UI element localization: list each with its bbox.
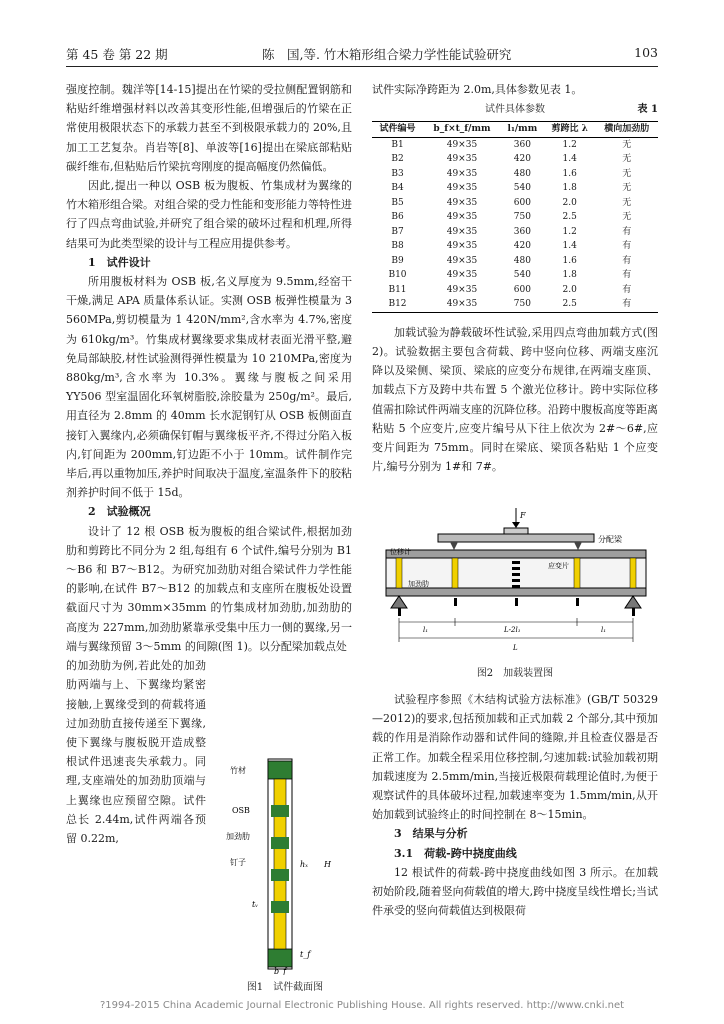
table-cell: 有 (622, 299, 632, 310)
table-cell: 420 (513, 154, 531, 165)
left-column (66, 80, 352, 848)
paragraph: 12 根试件的荷载-跨中挠度曲线如图 3 所示。在加载初始阶段,随着竖向荷载值的增大,跨中挠度呈线性增长;当试件承受的竖向荷载值达到极限荷 (372, 865, 658, 918)
table-cell: 360 (513, 139, 531, 150)
table-cell: 2.5 (562, 212, 577, 223)
table-cell: 有 (622, 241, 632, 252)
load-point-left (450, 542, 458, 550)
table-cell: 有 (622, 226, 632, 237)
journal-issue: 第 45 卷 第 22 期 (66, 47, 168, 62)
table-cell: 1.2 (562, 226, 577, 237)
table-cell: 2.0 (562, 284, 577, 295)
table-row (372, 181, 658, 196)
table-row (372, 239, 658, 254)
paragraph: 因此,提出一种以 OSB 板为腹板、竹集成材为翼缘的竹木箱形组合梁。对组合梁的受力性能和变形能力等特性进行了四点弯曲试验,并研究了组合梁的破坏过程和机理,所得结果可为此类型梁的设计与工程应用提供参考。 (66, 179, 352, 250)
dim-L: L (513, 644, 518, 652)
table-cell: 无 (622, 139, 632, 150)
table-cell: B11 (388, 284, 407, 295)
table-cell: 360 (513, 226, 531, 237)
table-cell: 有 (622, 270, 632, 281)
figure-2-loading-setup (378, 508, 654, 656)
paragraph: 强度控制。魏洋等[14-15]提出在竹梁的受拉侧配置钢筋和粘贴纤维增强材料以改善其变形性能,但增强后的竹梁在正常使用极限状态下的承载力甚至不到极限承载力的 20%,且加工工艺复杂。肖岩等[8]、单波等[16]提出在梁底部粘贴碳纤维布,但粘贴后竹梁抗弯刚度的提高幅度仍然偏低。 (66, 83, 352, 173)
label-stiffener: 加劲肋 (226, 832, 250, 841)
table-cell: B3 (391, 168, 404, 179)
table-header-cell: 剪跨比 λ (551, 124, 588, 135)
label-osb: OSB (232, 806, 250, 815)
table-header-cell: 横向加劲肋 (604, 124, 650, 135)
dim-l1-left: l₁ (423, 626, 429, 634)
paragraph: 所用腹板材料为 OSB 板,名义厚度为 9.5mm,经窑干干燥,满足 APA 质量体系认证。实测 OSB 板弹性模量为 3 560MPa,剪切模量为 1 420N/mm²,含水率为 4.7%,密度为 610kg/m³。竹集成材翼缘要求集成材表面光滑平整,避免局部缺胶,材性试验测得弹性模量为 10 210MPa,密度为 880kg/m³,含水率为 10.3%。翼缘与腹板之间采用 YY506 型室温固化环氧树脂胶,涂胶量为 250g/m²。最后,用直径为 2.8mm 的 40mm 长水泥钢钉从 OSB 板侧面直接钉入翼缘内,必须确保钉帽与翼缘板平齐,不得过分陷入板内,钉间距为 200mm,钉边距不小于 10mm。试件制作完毕后,再以重物加压,养护时间取决于温度,室温条件下的胶粘剂养护时间不低于 15d。 (66, 275, 352, 500)
table-cell: B10 (388, 270, 407, 281)
table-header-cell: 试件编号 (379, 124, 416, 135)
table-row (372, 137, 658, 152)
stiffener (630, 558, 636, 588)
table-cell: 1.2 (562, 139, 577, 150)
label-F: F (520, 511, 526, 520)
stiffener (574, 558, 580, 588)
table-cell: 750 (513, 212, 531, 223)
table-cell: 1.4 (562, 241, 577, 252)
stiffener (452, 558, 458, 588)
table-row (372, 210, 658, 225)
actuator-plate (504, 528, 528, 534)
table-cell: 1.8 (562, 270, 577, 281)
table-cell: 49×35 (446, 299, 478, 310)
table-cell: 49×35 (446, 183, 478, 194)
table-row (372, 268, 658, 283)
right-column (372, 80, 658, 476)
table-number: 表 1 (637, 104, 658, 116)
table-row (372, 283, 658, 298)
label-stiffener: 加劲肋 (408, 580, 429, 588)
top-flange (386, 550, 646, 558)
table-cell: 1.8 (562, 183, 577, 194)
table-row (372, 196, 658, 211)
label-bamboo: 竹材 (230, 766, 246, 775)
table-cell: 无 (622, 168, 632, 179)
table-cell: B4 (391, 183, 404, 194)
table-row (372, 167, 658, 182)
table-cell: 600 (513, 284, 531, 295)
paragraph: 试验程序参照《木结构试验方法标准》(GB/T 50329—2012)的要求,包括预加载和正式加载 2 个部分,其中预加载的作用是消除作动器和试件间的缝隙,并且检查仪器是否正常工作。加载全程采用位移控制,匀速加载:试验加载初期加载速度为 2.5mm/min,当接近极限荷载理论值时,为便于观察试件的具体破坏过程,加载速率变为 1.5mm/min,从开始加载到试验终止的时间控制在 8～15min。 (372, 693, 658, 822)
table-cell: 1.6 (562, 255, 577, 266)
bottom-flange (386, 588, 646, 596)
dim-l1-right: l₁ (601, 626, 607, 634)
table-cell: B8 (391, 241, 404, 252)
running-header (66, 45, 658, 65)
table-cell: 2.0 (562, 197, 577, 208)
dim-hw: hₓ (300, 860, 308, 869)
table-row (372, 225, 658, 240)
table-cell: 49×35 (446, 139, 478, 150)
table-cell: 无 (622, 154, 632, 165)
dim-tw: tᵥ (252, 900, 259, 909)
copyright-footer: ?1994-2015 China Academic Journal Electronic Publishing House. All rights reserved. http://www.cnki.net (99, 1000, 625, 1011)
figure-1-cross-section (222, 757, 344, 975)
table-cell: 600 (513, 197, 531, 208)
table-cell: 49×35 (446, 154, 478, 165)
table-cell: 无 (622, 183, 632, 194)
table-cell: B1 (391, 139, 404, 150)
table-cell: 49×35 (446, 197, 478, 208)
table-row (372, 152, 658, 167)
table-cell: 1.4 (562, 154, 577, 165)
load-arrow-head (512, 522, 520, 528)
table-cell: 49×35 (446, 168, 478, 179)
table-body (372, 137, 658, 312)
table-cell: 有 (622, 255, 632, 266)
table-cell: 49×35 (446, 284, 478, 295)
right-column-lower (372, 690, 658, 920)
table-cell: B9 (391, 255, 404, 266)
table-title: 试件具体参数 (485, 104, 545, 116)
table-cell: 540 (513, 270, 531, 281)
top-flange (268, 761, 292, 779)
bottom-flange (268, 949, 292, 967)
specimen-table (372, 121, 658, 313)
table-cell: 1.6 (562, 168, 577, 179)
dim-mid: L-2l₁ (504, 626, 521, 634)
table-cell: 540 (513, 183, 531, 194)
paragraph: 加载试验为静载破坏性试验,采用四点弯曲加载方式(图 2)。试验数据主要包含荷载、跨中竖向位移、两端支座沉降以及梁侧、梁顶、梁底的应变分布规律,在两端支座顶、加载点下方及跨中共布置 5 个激光位移计。跨中实际位移值需扣除试件两端支座的沉降位移。沿跨中腹板高度等距离粘贴 5 个应变片,应变片编号从下往上依次为 2#～6#,应变片间距为 75mm。同时在梁底、梁顶各粘贴 1 个应变片,编号分别为 1#和 7#。 (372, 325, 658, 474)
label-nail: 钉子 (230, 858, 246, 867)
table-cell: 480 (513, 168, 531, 179)
label-strain-gauge: 应变片 (548, 562, 569, 570)
stiffener (274, 779, 286, 949)
table-cell: 480 (513, 255, 531, 266)
table-cell: 有 (622, 284, 632, 295)
figure-1-caption: 图1 试件截面图 (246, 982, 324, 993)
stiffener (396, 558, 402, 588)
table-cell: 无 (622, 212, 632, 223)
section-heading: 2 试验概况 (88, 505, 151, 519)
table-cell: B12 (388, 299, 407, 310)
header-rule (66, 66, 658, 67)
table-cell: B7 (391, 226, 404, 237)
table-cell: B2 (391, 154, 404, 165)
table-cell: B6 (391, 212, 404, 223)
table-header-cell: l₁/mm (507, 124, 538, 135)
displacement-gauges (398, 598, 635, 616)
paragraph-wrapped: 的加劲肋为例,若此处的加劲肋两端与上、下翼缘均紧密接触,上翼缘受到的荷载将通过加劲肋直接传递至下翼缘,使下翼缘与腹板脱开造成整根试件迅速丧失承载力。同理,支座端处的加劲肋顶端与上翼缘也应预留空隙。试件总长 2.44m,试件两端各预留 0.22m, (66, 659, 206, 845)
paragraph: 设计了 12 根 OSB 板为腹板的组合梁试件,根据加劲肋和剪跨比不同分为 2 组,每组有 6 个试件,编号分别为 B1～B6 和 B7～B12。为研究加劲肋对组合梁试件力学性能的影响,在试件 B7～B12 的加载点和支座所在腹板处设置截面尺寸为 30mm×35mm 的竹集成材加劲肋,加劲肋的高度为 227mm,加劲肋紧靠承受集中压力一侧的翼缘,另一端与翼缘预留 3～5mm 的间隙(图 1)。以分配梁加载点处 (66, 524, 352, 653)
table-row (372, 297, 658, 312)
dim-tf: t_f (300, 950, 311, 959)
table-cell: 420 (513, 241, 531, 252)
table-cell: 750 (513, 299, 531, 310)
table-row (372, 254, 658, 269)
table-cell: 无 (622, 197, 632, 208)
subsection-heading: 3.1 荷载-跨中挠度曲线 (394, 846, 517, 860)
table-cell: 49×35 (446, 226, 478, 237)
dim-H: H (324, 860, 331, 869)
section-heading: 3 结果与分析 (394, 827, 468, 841)
page-number: 103 (634, 45, 658, 60)
distribution-beam (438, 534, 594, 542)
table-cell: 49×35 (446, 255, 478, 266)
table-caption (372, 99, 658, 121)
load-point-right (574, 542, 582, 550)
label-gauge: 位移计 (390, 548, 411, 556)
paragraph: 试件实际净跨距为 2.0m,具体参数见表 1。 (372, 83, 583, 96)
running-title: 陈 国,等. 竹木箱形组合梁力学性能试验研究 (262, 47, 512, 62)
label-distribution-beam: 分配梁 (598, 535, 622, 544)
table-cell: 49×35 (446, 270, 478, 281)
table-header-row (372, 122, 658, 138)
figure-2-caption: 图2 加载装置图 (476, 668, 554, 679)
dim-bf: b_f (274, 967, 287, 975)
section-heading: 1 试件设计 (88, 255, 151, 269)
table-header-cell: b_f×t_f/mm (433, 124, 491, 135)
table-cell: 49×35 (446, 241, 478, 252)
table-cell: B5 (391, 197, 404, 208)
table-cell: 2.5 (562, 299, 577, 310)
table-cell: 49×35 (446, 212, 478, 223)
